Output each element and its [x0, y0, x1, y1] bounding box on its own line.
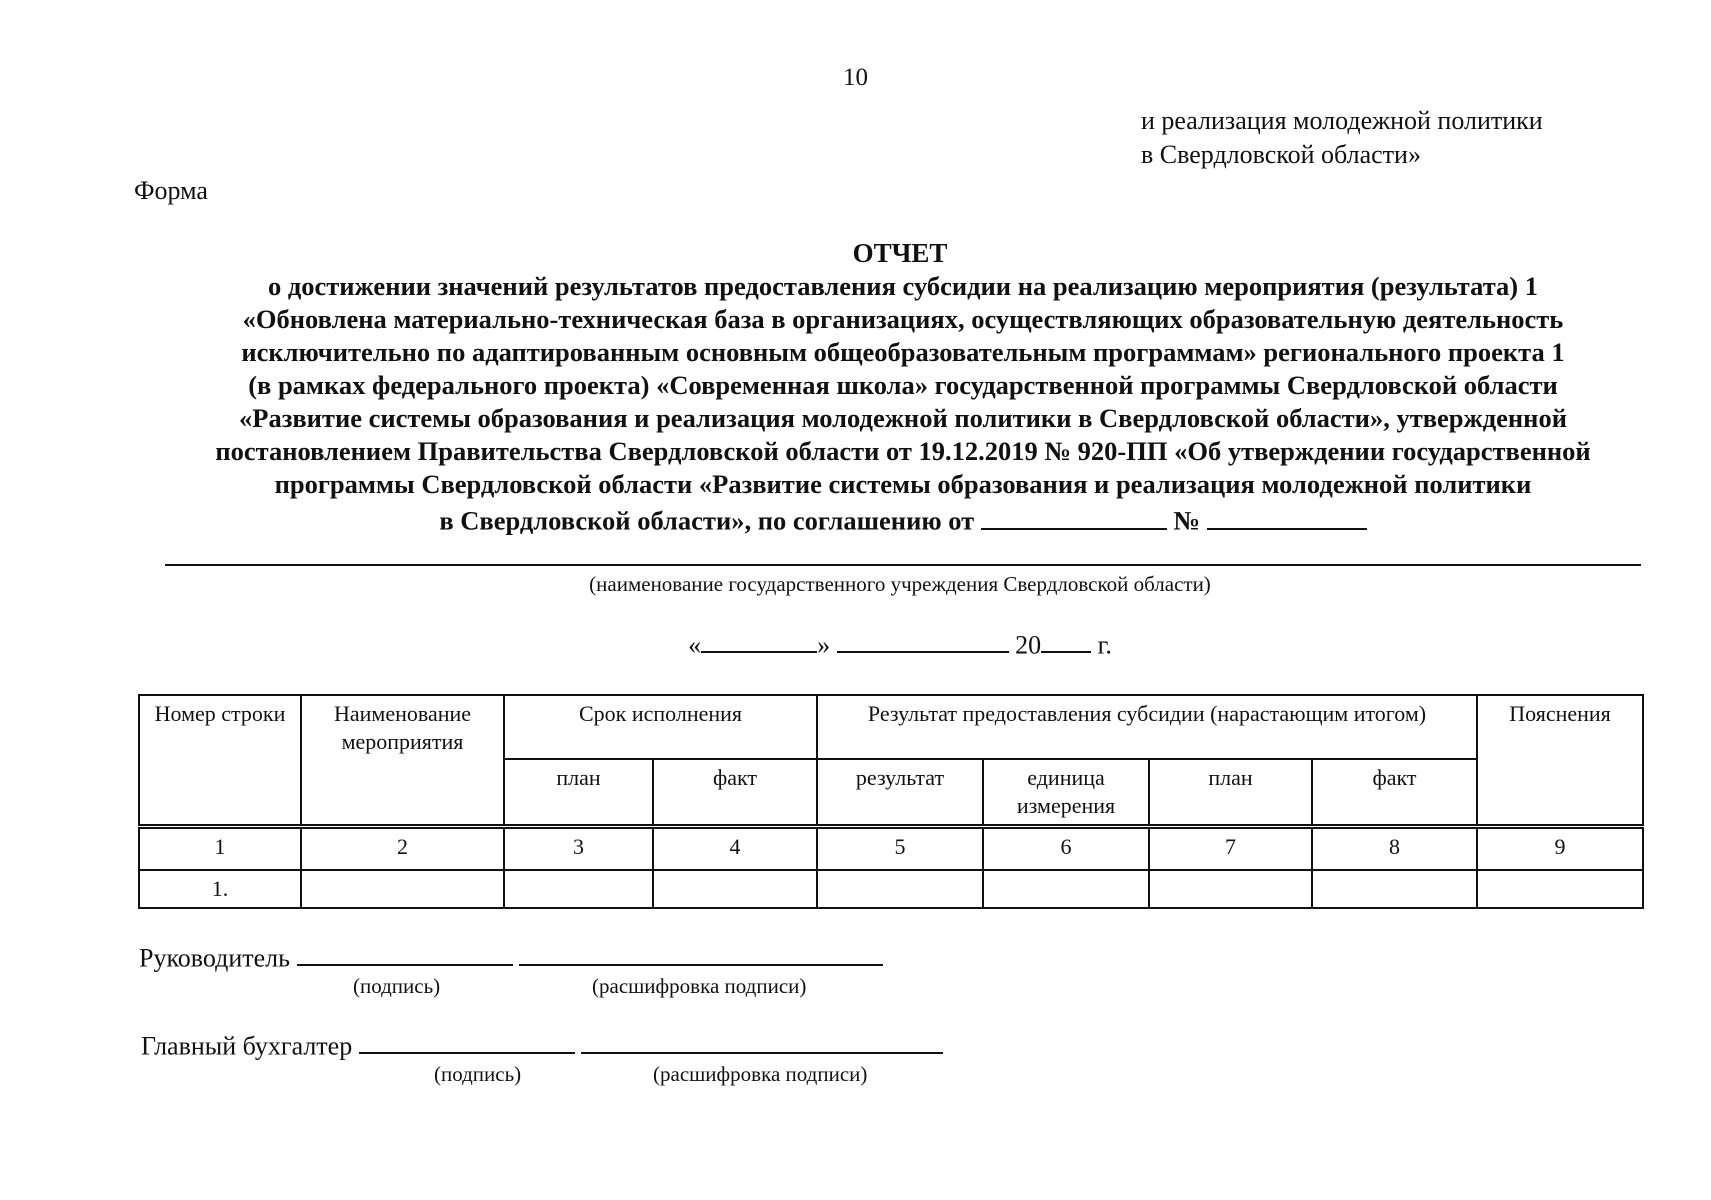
header-result-group: Результат предоставления субсидии (нарастающим итогом) — [817, 695, 1477, 759]
column-number: 5 — [817, 827, 983, 871]
head-signature-line — [139, 941, 883, 973]
head-name-field[interactable] — [519, 941, 883, 966]
accountant-signature-field[interactable] — [359, 1029, 575, 1054]
table-cell-empty[interactable] — [1477, 870, 1643, 908]
date-close-quote: » — [817, 630, 831, 660]
header-row-number: Номер строки — [139, 695, 301, 827]
table-cell-empty[interactable] — [817, 870, 983, 908]
report-table — [138, 694, 1644, 909]
subheader-result: результат — [817, 759, 983, 827]
header-right-line: в Свердловской области» — [1141, 140, 1421, 169]
column-number: 4 — [653, 827, 817, 871]
subheader-plan: план — [504, 759, 653, 827]
column-number: 3 — [504, 827, 653, 871]
subheader-fact-2: факт — [1312, 759, 1477, 827]
date-year-field[interactable] — [1041, 628, 1091, 653]
column-number: 8 — [1312, 827, 1477, 871]
header-right-line: и реализация молодежной политики — [1141, 106, 1543, 135]
subtitle-line: о достижении значений результатов предоставления субсидии на реализацию мероприятия (результата) 1 — [267, 271, 1539, 301]
table-cell-empty[interactable] — [504, 870, 653, 908]
subheader-fact: факт — [653, 759, 817, 827]
subtitle-line: «Обновлена материально-техническая база в организациях, осуществляющих образовательную деятельность — [242, 304, 1564, 334]
header-deadline: Срок исполнения — [504, 695, 817, 759]
header-event-name: Наименование мероприятия — [301, 695, 504, 827]
date-year-prefix: 20 — [1015, 630, 1042, 660]
table-cell-empty[interactable] — [983, 870, 1149, 908]
head-decode-caption: (расшифровка подписи) — [592, 974, 807, 998]
column-number: 2 — [301, 827, 504, 871]
accountant-name-field[interactable] — [581, 1029, 943, 1054]
table-numbers-row — [139, 827, 1643, 871]
form-label: Форма — [134, 176, 208, 205]
document-title: ОТЧЕТ — [852, 238, 948, 268]
document-subtitle — [148, 270, 1658, 538]
subtitle-line: исключительно по адаптированным основным общеобразовательным программам» регионального проекта 1 — [241, 337, 1565, 367]
accountant-label: Главный бухгалтер — [141, 1031, 353, 1061]
accountant-signature-line — [141, 1029, 943, 1061]
head-label: Руководитель — [139, 943, 290, 973]
accountant-sign-caption: (подпись) — [434, 1062, 522, 1086]
table-cell-empty[interactable] — [1149, 870, 1312, 908]
header-right-text — [1141, 104, 1543, 172]
subtitle-last-text: в Свердловской области», по соглашению от — [439, 505, 975, 536]
column-number: 7 — [1149, 827, 1312, 871]
table-row — [139, 870, 1643, 908]
number-sign: № — [1173, 505, 1201, 536]
org-name-field[interactable] — [165, 564, 1641, 566]
subheader-plan-2: план — [1149, 759, 1312, 827]
subtitle-line: программы Свердловской области «Развитие системы образования и реализация молодежной политики — [274, 469, 1532, 499]
column-number: 6 — [983, 827, 1149, 871]
head-signature-field[interactable] — [297, 941, 513, 966]
subtitle-line: (в рамках федерального проекта) «Современная школа» государственной программы Свердловской области — [248, 370, 1558, 400]
date-year-suffix: г. — [1097, 630, 1112, 660]
org-name-caption: (наименование государственного учреждения Свердловской области) — [589, 572, 1211, 596]
column-number: 9 — [1477, 827, 1643, 871]
agreement-date-field[interactable] — [981, 501, 1167, 530]
table-cell-empty[interactable] — [653, 870, 817, 908]
header-notes: Пояснения — [1477, 695, 1643, 827]
date-open-quote: « — [688, 630, 702, 660]
table-cell-empty[interactable] — [301, 870, 504, 908]
table-header-row — [139, 695, 1643, 759]
agreement-number-field[interactable] — [1207, 501, 1367, 530]
report-date-line — [0, 628, 1711, 660]
date-day-field[interactable] — [701, 628, 817, 653]
date-month-field[interactable] — [837, 628, 1009, 653]
head-sign-caption: (подпись) — [353, 974, 441, 998]
page-number: 10 — [843, 64, 868, 91]
subtitle-last-line — [148, 501, 1658, 538]
column-number: 1 — [139, 827, 301, 871]
table-cell-empty[interactable] — [1312, 870, 1477, 908]
row-number-cell: 1. — [139, 870, 301, 908]
subheader-unit: единица измерения — [983, 759, 1149, 827]
subtitle-line: «Развитие системы образования и реализация молодежной политики в Свердловской области», утвержденной — [239, 403, 1567, 433]
subtitle-line: постановлением Правительства Свердловской области от 19.12.2019 № 920-ПП «Об утверждении государственной — [215, 436, 1591, 466]
accountant-decode-caption: (расшифровка подписи) — [653, 1062, 868, 1086]
